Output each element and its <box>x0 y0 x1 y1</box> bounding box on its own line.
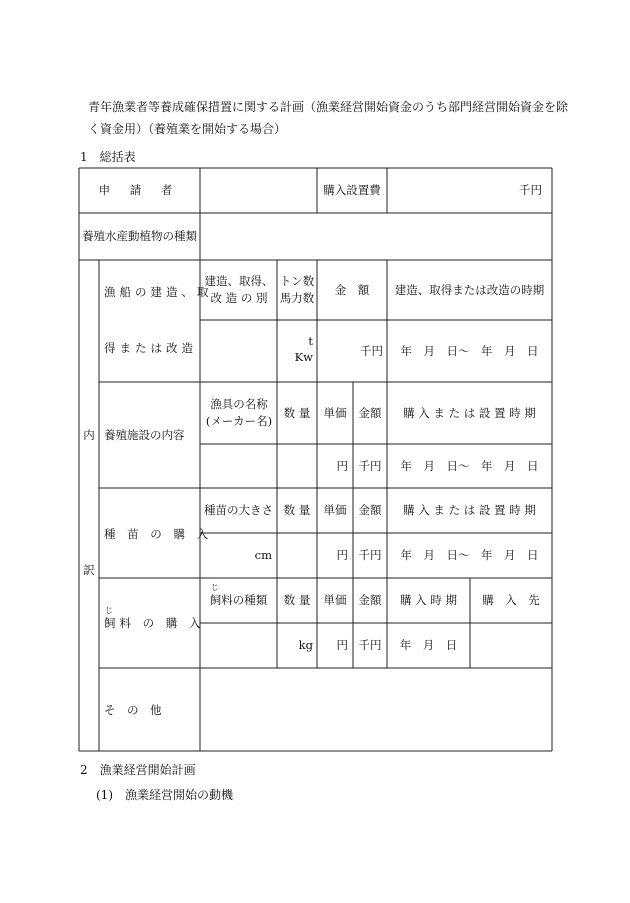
feed-col-vendor: 購 入 先 <box>482 593 540 607</box>
feed-col-amount: 金額 <box>358 593 382 607</box>
vessel-col-type: 建造、取得、改 造 の 別 <box>204 274 274 305</box>
feed-label-tail: 料 の 購 入 <box>119 615 205 630</box>
section-2-label: 漁業経営開始計画 <box>99 763 196 777</box>
feed-unit-amount: 千円 <box>358 638 382 652</box>
facility-col-amount: 金額 <box>358 405 382 420</box>
seed-col-size: 種苗の大きさ <box>204 503 273 517</box>
facility-period-value: 年 月 日〜 年 月 日 <box>400 458 539 473</box>
seed-col-period: 購 入 ま た は 設 置 時 期 <box>403 503 536 517</box>
seed-unit-amount: 千円 <box>358 548 382 562</box>
document-title: 青年漁業者等養成確保措置に関する計画（漁業経営開始資金のうち部門経営開始資金を除く資金用）（養殖業を開始する場合） <box>88 100 569 136</box>
vessel-label-line1: 漁船の建造、取 <box>104 284 213 299</box>
seed-col-qty: 数 量 <box>283 503 311 517</box>
section-1-label: 総括表 <box>99 150 136 164</box>
subsection-1-number: (1) <box>96 788 113 802</box>
section-2-number: 2 <box>80 763 88 777</box>
vessel-label-line2: 得または改造 <box>104 340 197 355</box>
species-value[interactable] <box>200 213 552 260</box>
other-label: そ の 他 <box>104 702 162 717</box>
section-2-heading <box>80 761 208 778</box>
vessel-col-tonnage: トン数 馬力数 <box>279 274 315 305</box>
applicant-value[interactable] <box>200 168 317 213</box>
other-value[interactable] <box>200 668 552 751</box>
feed-col-kind: 飼 じ 料の種類 <box>209 583 268 607</box>
breakdown-label-bottom: 訳 <box>83 562 95 577</box>
feed-label-kanji: 飼 じ <box>104 605 120 630</box>
feed-col-unit-price: 単価 <box>323 593 347 607</box>
facility-col-qty: 数 量 <box>283 405 311 420</box>
purchase-cost-unit: 千円 <box>519 183 542 197</box>
vessel-unit-t: t <box>308 333 313 348</box>
vessel-unit-amount: 千円 <box>360 343 383 358</box>
seed-col-amount: 金額 <box>358 503 382 517</box>
vessel-col-amount: 金 額 <box>334 282 370 297</box>
feed-date-value: 年 月 日 <box>399 638 458 652</box>
facility-col-period: 購 入 ま た は 設 置 時 期 <box>403 405 536 420</box>
feed-unit-kg: kg <box>298 638 313 652</box>
facility-unit-yen: 円 <box>336 458 348 473</box>
seed-label: 種 苗 の 購 入 <box>104 526 213 541</box>
facility-unit-amount: 千円 <box>358 458 382 473</box>
seed-period-value: 年 月 日〜 年 月 日 <box>400 548 539 562</box>
vessel-col-period: 建造、取得または改造の時期 <box>394 282 545 297</box>
subsection-1-heading <box>96 786 245 803</box>
feed-unit-yen: 円 <box>336 638 348 652</box>
feed-col-period: 購 入 時 期 <box>400 593 457 607</box>
seed-col-unit-price: 単価 <box>323 503 347 517</box>
vessel-period-value: 年 月 日〜 年 月 日 <box>400 343 539 358</box>
applicant-label: 申 請 者 <box>98 183 181 197</box>
feed-label <box>104 605 205 634</box>
section-1-number: 1 <box>80 150 88 164</box>
seed-unit-yen: 円 <box>336 548 348 562</box>
facility-label: 養殖施設の内容 <box>104 427 185 442</box>
purchase-cost-label: 購入設置費 <box>323 183 381 197</box>
seed-unit-cm: cm <box>254 548 272 562</box>
facility-col-unit-price: 単価 <box>323 405 347 420</box>
breakdown-label-top: 内 <box>83 427 95 442</box>
species-label: 養殖水産動植物の種類 <box>82 229 197 243</box>
facility-col-name: 漁具の名称 (メーカー名) <box>205 397 273 428</box>
subsection-1-label: 漁業経営開始の動機 <box>125 788 234 802</box>
feed-col-qty: 数 量 <box>283 593 311 607</box>
vessel-unit-kw: Kw <box>294 349 313 364</box>
